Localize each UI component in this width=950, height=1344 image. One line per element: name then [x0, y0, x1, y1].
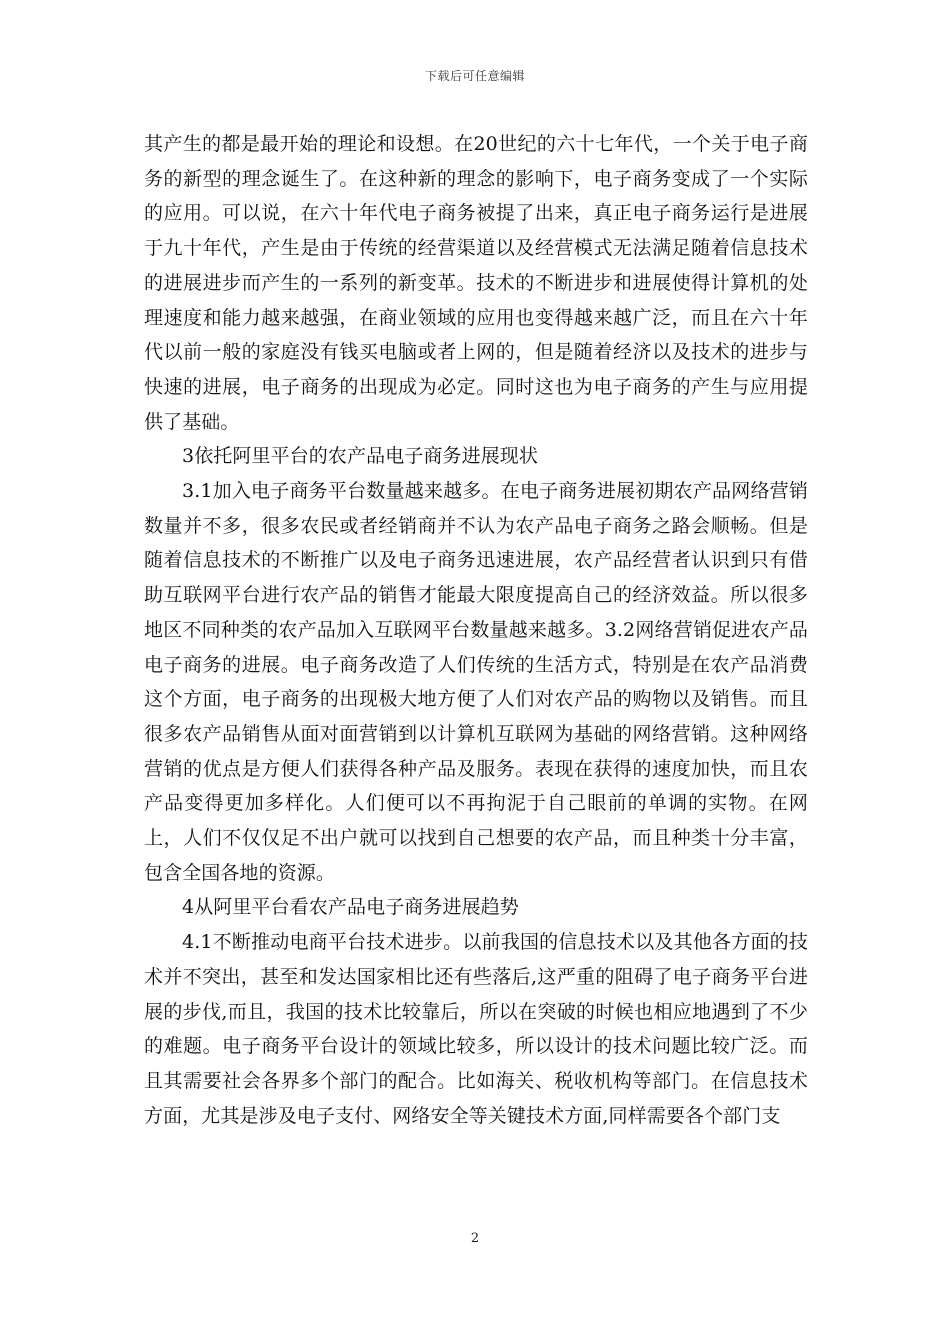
document-body	[144, 127, 808, 1133]
body-paragraph: 其产生的都是最开始的理论和设想。在20世纪的六十七年代，一个关于电子商务的新型的理念诞生了。在这种新的理念的影响下，电子商务变成了一个实际的应用。可以说，在六十年代电子商务被提了出来，真正电子商务运行是进展于九十年代，产生是由于传统的经营渠道以及经营模式无法满足随着信息技术的进展进步而产生的一系列的新变革。技术的不断进步和进展使得计算机的处理速度和能力越来越强，在商业领域的应用也变得越来越广泛，而且在六十年代以前一般的家庭没有钱买电脑或者上网的，但是随着经济以及技术的进步与快速的进展，电子商务的出现成为必定。同时这也为电子商务的产生与应用提供了基础。	[144, 133, 808, 433]
body-paragraph: 4.1不断推动电商平台技术进步。以前我国的信息技术以及其他各方面的技术并不突出，甚至和发达国家相比还有些落后,这严重的阻碍了电子商务平台进展的步伐,而且，我国的技术比较靠后，所以在突破的时候也相应地遇到了不少的难题。电子商务平台设计的领域比较多，所以设计的技术问题比较广泛。而且其需要社会各界多个部门的配合。比如海关、税收机构等部门。在信息技术方面，尤其是涉及电子支付、网络安全等关键技术方面,同样需要各个部门支	[144, 931, 808, 1127]
page-header: 下载后可任意编辑	[424, 69, 525, 83]
section-heading-3: 3依托阿里平台的农产品电子商务进展现状	[182, 445, 538, 468]
section-heading-4: 4从阿里平台看农产品电子商务进展趋势	[182, 896, 519, 919]
page-number: 2	[470, 1231, 480, 1246]
body-paragraph: 3.1加入电子商务平台数量越来越多。在电子商务进展初期农产品网络营销数量并不多，很多农民或者经销商并不认为农产品电子商务之路会顺畅。但是随着信息技术的不断推广以及电子商务迅速进展，农产品经营者认识到只有借助互联网平台进行农产品的销售才能最大限度提高自己的经济效益。所以很多地区不同种类的农产品加入互联网平台数量越来越多。3.2网络营销促进农产品电子商务的进展。电子商务改造了人们传统的生活方式，特别是在农产品消费这个方面，电子商务的出现极大地方便了人们对农产品的购物以及销售。而且很多农产品销售从面对面营销到以计算机互联网为基础的网络营销。这种网络营销的优点是方便人们获得各种产品及服务。表现在获得的速度加快，而且农产品变得更加多样化。人们便可以不再拘泥于自己眼前的单调的实物。在网上，人们不仅仅足不出户就可以找到自己想要的农产品，而且种类十分丰富，包含全国各地的资源。	[144, 480, 808, 884]
